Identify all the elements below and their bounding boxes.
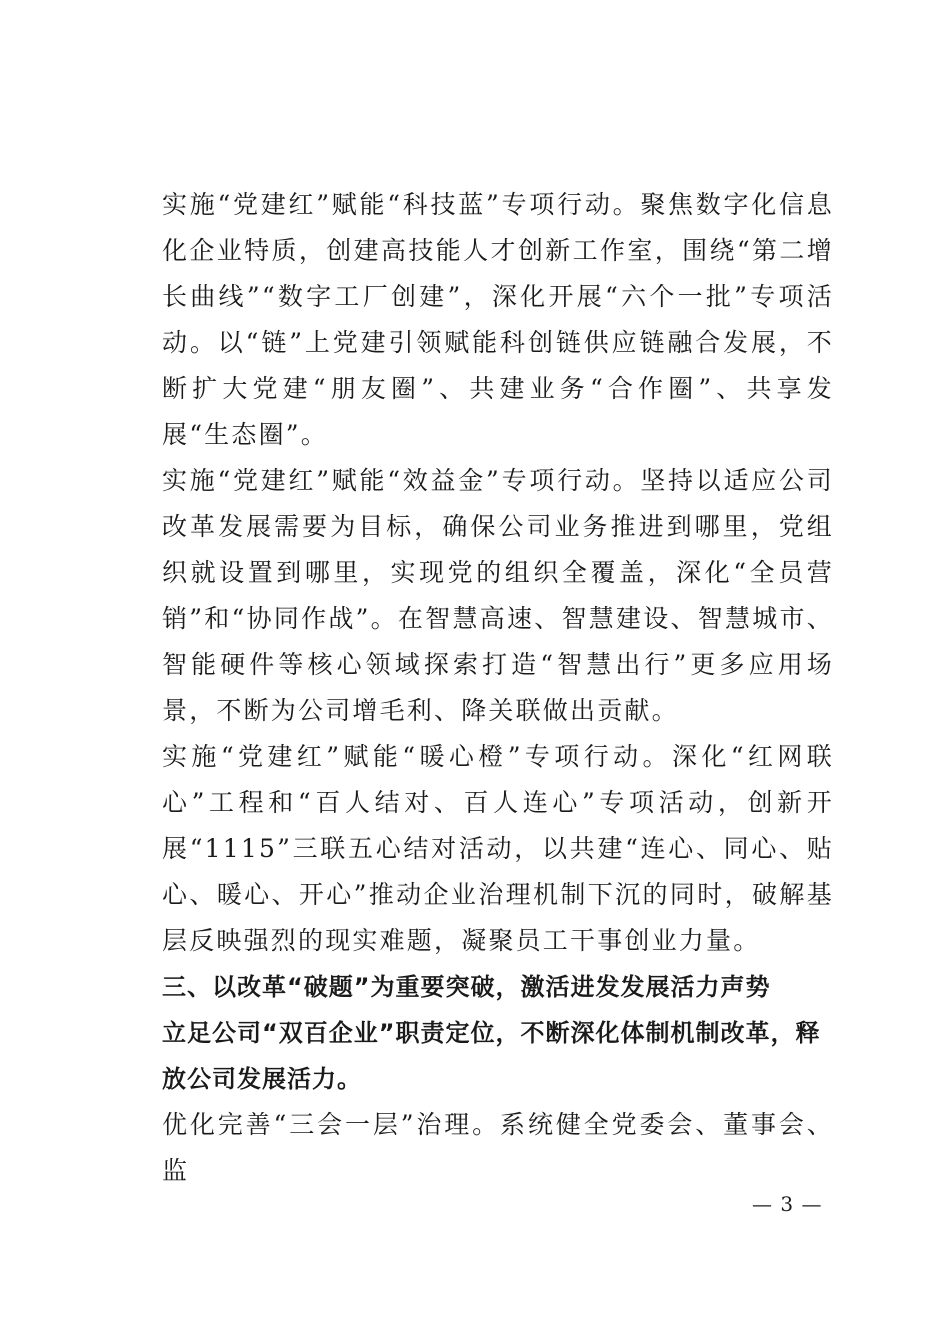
paragraph-governance: 优化完善“三会一层”治理。系统健全党委会、董事会、监 [162,1110,834,1185]
paragraph-tech-blue: 实施“党建红”赋能“科技蓝”专项行动。聚焦数字化信息化企业特质，创建高技能人才创新工作室，围绕“第二增长曲线”“数字工厂创建”，深化开展“六个一批”专项活动。以“链”上党建引领赋能科创链供应链融合发展，不断扩大党建“朋友圈”、共建业务“合作圈”、共享发展“生态圈”。 [162,190,834,449]
section-intro: 立足公司“双百企业”职责定位，不断深化体制机制改革，释放公司发展活力。 [162,1019,821,1093]
page-number: — 3 — [752,1192,823,1216]
section-heading: 三、以改革“破题”为重要突破，激活进发发展活力声势 [162,973,771,1001]
body-text [162,182,834,1194]
paragraph-benefit-gold: 实施“党建红”赋能“效益金”专项行动。坚持以适应公司改革发展需要为目标，确保公司业务推进到哪里，党组织就设置到哪里，实现党的组织全覆盖，深化“全员营销”和“协同作战”。在智慧高速、智慧建设、智慧城市、智能硬件等核心领域探索打造“智慧出行”更多应用场景，不断为公司增毛利、降关联做出贡献。 [162,466,834,725]
paragraph-warm-orange: 实施“党建红”赋能“暖心橙”专项行动。深化“红网联心”工程和“百人结对、百人连心”专项活动，创新开展“1115”三联五心结对活动，以共建“连心、同心、贴心、暖心、开心”推动企业治理机制下沉的同时，破解基层反映强烈的现实难题，凝聚员工干事创业力量。 [162,742,834,955]
